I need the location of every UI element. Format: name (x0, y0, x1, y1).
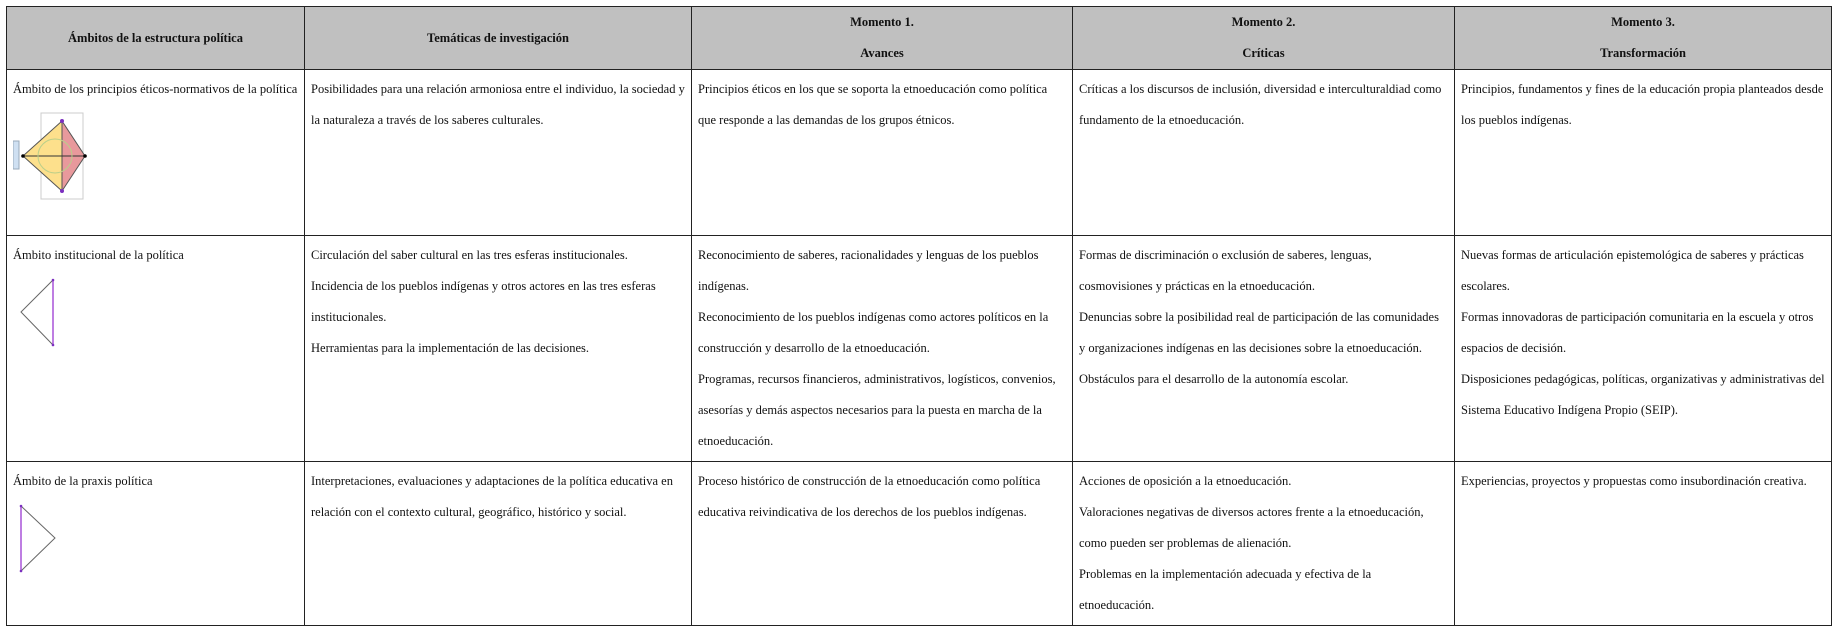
critica-item: Denuncias sobre la posibilidad real de participación de las comunidades y organizaciones indígenas en las decisiones sobre la etnoeducación. (1079, 310, 1439, 355)
avance-item: Programas, recursos financieros, administrativos, logísticos, convenios, asesorías y demás aspectos necesarios para la puesta en marcha de la etnoeducación. (698, 372, 1056, 448)
transformacion-cell (1455, 236, 1832, 462)
header-tematicas: Temáticas de investigación (305, 7, 692, 70)
header-row (7, 7, 1832, 70)
tematicas-cell (305, 236, 692, 462)
avance-item: Proceso histórico de construcción de la etnoeducación como política educativa reivindicativa de los derechos de los pueblos indígenas. (698, 474, 1041, 519)
tematica-item: Herramientas para la implementación de las decisiones. (311, 341, 590, 355)
ambito-label: Ámbito institucional de la política (13, 248, 184, 262)
transformacion-item: Principios, fundamentos y fines de la educación propia planteados desde los pueblos indígenas. (1461, 82, 1824, 127)
tematica-item: Interpretaciones, evaluaciones y adaptaciones de la política educativa en relación con el contexto cultural, geográfico, histórico y social. (311, 474, 673, 519)
header-momento-1-subtitle: Avances (860, 46, 904, 60)
tematicas-cell (305, 462, 692, 626)
avance-item: Reconocimiento de los pueblos indígenas como actores políticos en la construcción y desarrollo de la etnoeducación. (698, 310, 1049, 355)
critica-item: Valoraciones negativas de diversos actores frente a la etnoeducación, como pueden ser problemas de alienación. (1079, 505, 1424, 550)
header-momento-3-subtitle: Transformación (1600, 46, 1686, 60)
tematicas-cell (305, 70, 692, 236)
avances-cell (692, 462, 1073, 626)
ambito-label: Ámbito de la praxis política (13, 474, 153, 488)
criticas-cell (1073, 70, 1455, 236)
table-row (7, 70, 1832, 236)
transformacion-item: Nuevas formas de articulación epistemológica de saberes y prácticas escolares. (1461, 248, 1804, 293)
avance-item: Principios éticos en los que se soporta la etnoeducación como política que responde a las demandas de los grupos étnicos. (698, 82, 1048, 127)
criticas-cell (1073, 462, 1455, 626)
ambito-cell (7, 236, 305, 462)
ambito-cell (7, 462, 305, 626)
critica-item: Acciones de oposición a la etnoeducación. (1079, 474, 1292, 488)
transformacion-item: Experiencias, proyectos y propuestas como insubordinación creativa. (1461, 474, 1807, 488)
tematica-item: Circulación del saber cultural en las tres esferas institucionales. (311, 248, 628, 262)
header-momento-3-title: Momento 3. (1611, 15, 1675, 29)
table-row (7, 462, 1832, 626)
avance-item: Reconocimiento de saberes, racionalidades y lenguas de los pueblos indígenas. (698, 248, 1039, 293)
header-ambitos: Ámbitos de la estructura política (7, 7, 305, 70)
table-row (7, 236, 1832, 462)
critica-item: Críticas a los discursos de inclusión, diversidad e interculturaldiad como fundamento de la etnoeducación. (1079, 82, 1442, 127)
critica-item: Formas de discriminación o exclusión de saberes, lenguas, cosmovisiones y prácticas en la etnoeducación. (1079, 248, 1372, 293)
research-matrix-table (6, 6, 1832, 626)
critica-item: Obstáculos para el desarrollo de la autonomía escolar. (1079, 372, 1349, 386)
header-momento-1-title: Momento 1. (850, 15, 914, 29)
transformacion-cell (1455, 70, 1832, 236)
tematica-item: Incidencia de los pueblos indígenas y otros actores en las tres esferas institucionales. (311, 279, 656, 324)
diamond-diagram-icon (13, 111, 93, 201)
right-triangle-diagram-icon (13, 503, 63, 575)
header-momento-2 (1073, 7, 1455, 70)
header-momento-2-subtitle: Críticas (1242, 46, 1285, 60)
header-momento-1 (692, 7, 1073, 70)
header-momento-3 (1455, 7, 1832, 70)
transformacion-item: Formas innovadoras de participación comunitaria en la escuela y otros espacios de decisión. (1461, 310, 1814, 355)
transformacion-cell (1455, 462, 1832, 626)
transformacion-item: Disposiciones pedagógicas, políticas, organizativas y administrativas del Sistema Educativo Indígena Propio (SEIP). (1461, 372, 1825, 417)
left-triangle-diagram-icon (13, 277, 63, 349)
avances-cell (692, 236, 1073, 462)
ambito-label: Ámbito de los principios éticos-normativos de la política (13, 82, 298, 96)
avances-cell (692, 70, 1073, 236)
critica-item: Problemas en la implementación adecuada y efectiva de la etnoeducación. (1079, 567, 1372, 612)
tematica-item: Posibilidades para una relación armoniosa entre el individuo, la sociedad y la naturaleza a través de los saberes culturales. (311, 82, 685, 127)
header-momento-2-title: Momento 2. (1231, 15, 1296, 29)
criticas-cell (1073, 236, 1455, 462)
ambito-cell (7, 70, 305, 236)
